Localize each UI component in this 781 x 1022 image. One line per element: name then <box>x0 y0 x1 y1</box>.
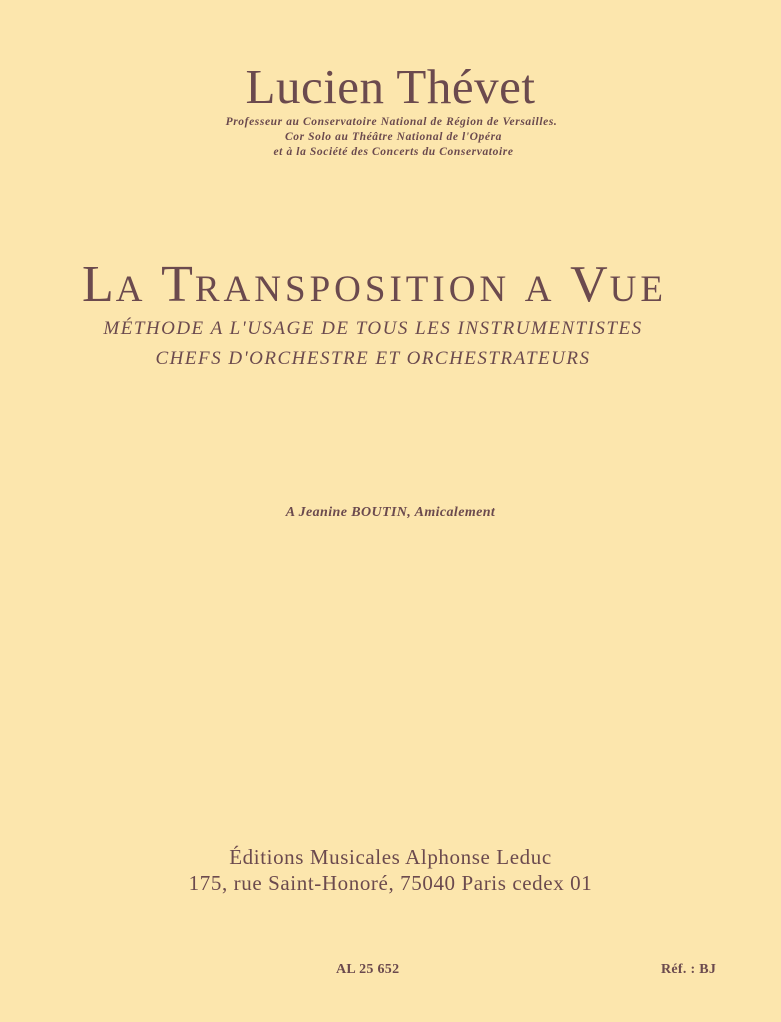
dedication: A Jeanine BOUTIN, Amicalement <box>285 505 496 520</box>
author-credentials <box>0 115 781 160</box>
catalog-number: AL 25 652 <box>336 962 400 977</box>
book-title <box>82 257 667 318</box>
publisher-name: Éditions Musicales Alphonse Leduc <box>229 845 552 869</box>
credential-line: et à la Société des Concerts du Conservatoire <box>273 146 514 158</box>
credential-line: Professeur au Conservatoire National de Région de Versailles. <box>225 116 558 128</box>
title-word: LA <box>82 256 147 313</box>
subtitle-line-2: CHEFS D'ORCHESTRE ET ORCHESTRATEURS <box>155 348 591 369</box>
title-word: VUE <box>570 256 667 313</box>
credential-line: Cor Solo au Théâtre National de l'Opéra <box>285 131 502 143</box>
author-name: Lucien Thévet <box>245 59 536 114</box>
title-word: TRANSPOSITION <box>161 256 511 313</box>
publisher-address: 175, rue Saint-Honoré, 75040 Paris cedex 01 <box>188 871 593 895</box>
subtitle-line-1: MÉTHODE A L'USAGE DE TOUS LES INSTRUMENTISTES <box>103 318 643 339</box>
title-word: A <box>524 269 556 310</box>
reference-code: Réf. : BJ <box>661 962 717 977</box>
